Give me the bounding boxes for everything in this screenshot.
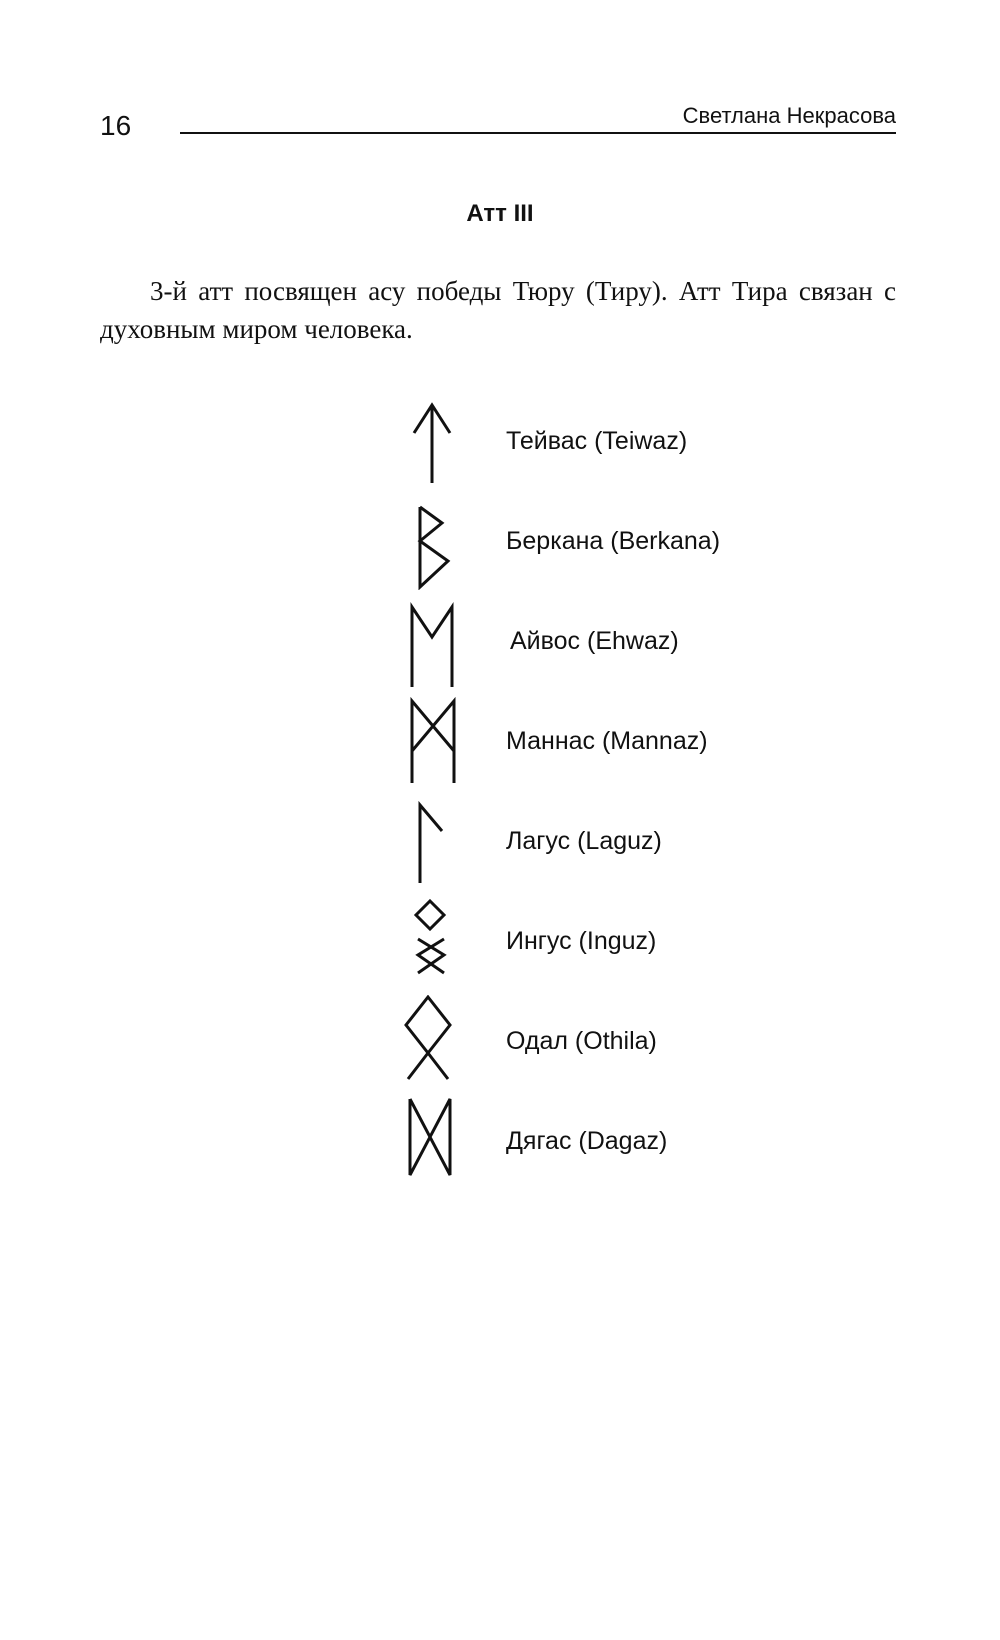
laguz-rune-icon bbox=[400, 795, 470, 890]
section-title: Атт III bbox=[466, 200, 534, 227]
rune-label-dagaz: Дягас (Dagaz) bbox=[506, 1127, 668, 1155]
dagaz-rune-icon bbox=[400, 1095, 470, 1190]
intro-paragraph: 3-й атт посвящен асу победы Тюру (Тиру). Атт Тира связан с духовным миром человека. bbox=[100, 276, 896, 344]
mannaz-rune-icon bbox=[400, 695, 470, 790]
berkana-rune-icon bbox=[400, 495, 470, 590]
rune-row-teiwaz bbox=[400, 395, 900, 490]
inguz-rune-icon bbox=[400, 895, 470, 990]
rune-label-othila: Одал (Othila) bbox=[506, 1027, 657, 1055]
teiwaz-rune-icon bbox=[400, 395, 470, 490]
rune-row-berkana bbox=[400, 495, 900, 590]
rune-label-mannaz: Маннас (Mannaz) bbox=[506, 727, 708, 755]
othila-rune-icon bbox=[400, 995, 470, 1090]
running-title: Светлана Некрасова bbox=[682, 103, 896, 128]
rune-row-ehwaz bbox=[400, 595, 900, 690]
rune-row-mannaz bbox=[400, 695, 900, 790]
rune-row-laguz bbox=[400, 795, 900, 890]
rune-row-inguz bbox=[400, 895, 900, 990]
rune-label-teiwaz: Тейвас (Teiwaz) bbox=[506, 427, 688, 455]
ehwaz-rune-icon bbox=[400, 595, 470, 690]
rune-label-ehwaz: Айвос (Ehwaz) bbox=[510, 627, 679, 655]
rune-label-berkana: Беркана (Berkana) bbox=[506, 527, 721, 555]
rune-row-othila bbox=[400, 995, 900, 1090]
rune-label-laguz: Лагус (Laguz) bbox=[506, 827, 662, 855]
page-number: 16 bbox=[100, 110, 132, 141]
rune-list bbox=[400, 395, 900, 1215]
rune-label-inguz: Ингус (Inguz) bbox=[506, 927, 657, 955]
header-rule bbox=[180, 132, 896, 134]
page-header bbox=[0, 0, 1000, 160]
rune-row-dagaz bbox=[400, 1095, 900, 1190]
